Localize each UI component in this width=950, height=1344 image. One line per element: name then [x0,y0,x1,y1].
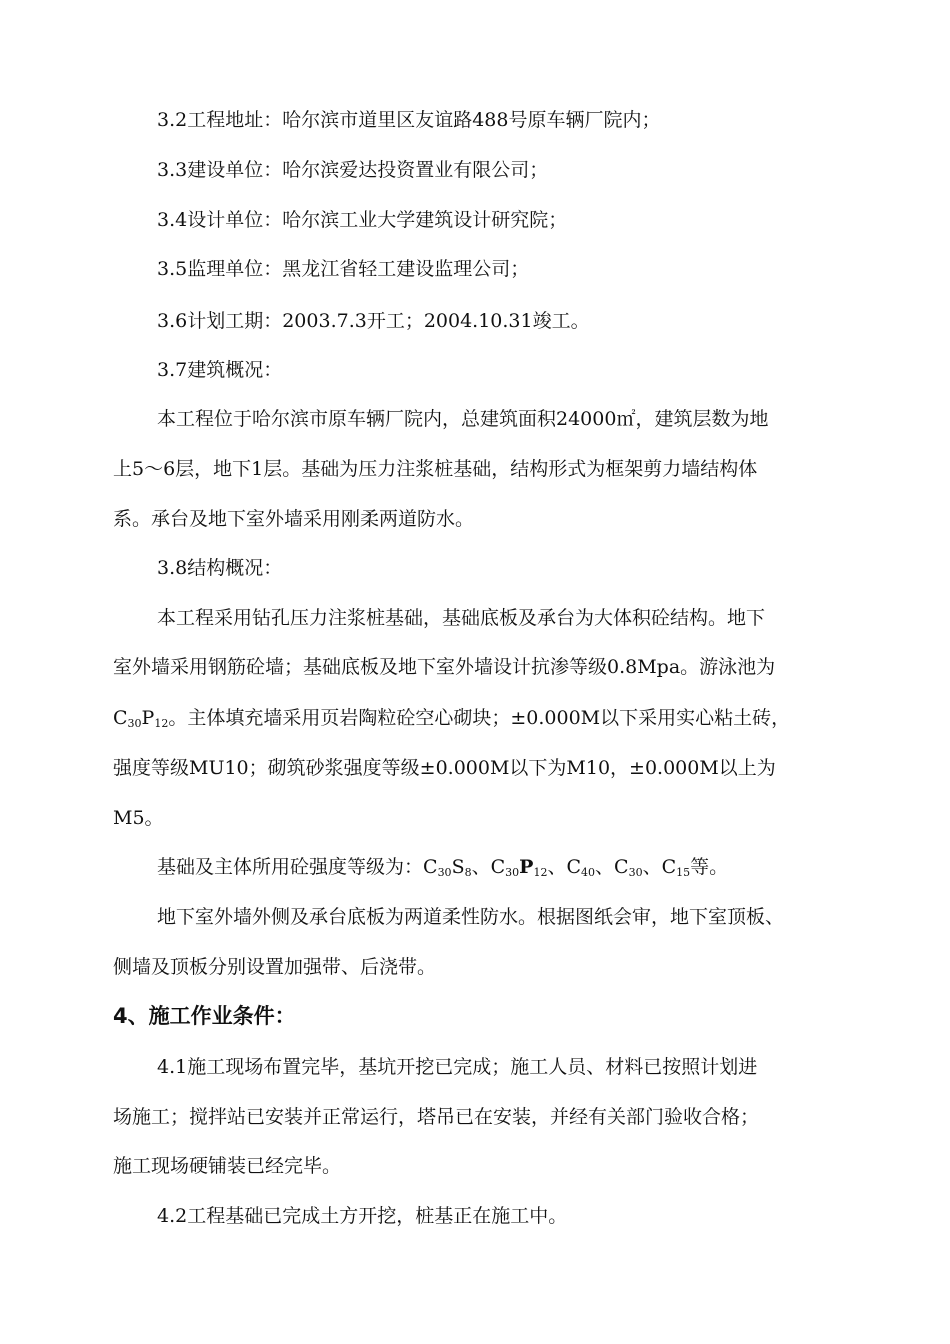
project-designer: 3.4设计单位：哈尔滨工业大学建筑设计研究院； [157,209,568,231]
structure-line-4: 强度等级MU10；砌筑砂浆强度等级±0.000M以下为M10，±0.000M以上为 [113,757,776,779]
grades-end: 等。 [690,856,729,878]
waterproof-line-1: 地下室外墙外侧及承台底板为两道柔性防水。根据图纸会审，地下室顶板、 [157,906,785,928]
grades-intro: 基础及主体所用砼强度等级为： [157,856,424,878]
building-line-2: 上5～6层，地下1层。基础为压力注浆桩基础，结构形式为框架剪力墙结构体 [113,458,758,480]
conditions-line-2: 场施工；搅拌站已安装并正常运行，塔吊已在安装，并经有关部门验收合格； [113,1106,760,1128]
project-schedule: 3.6计划工期：2003.7.3开工；2004.10.31竣工。 [157,310,590,332]
project-developer: 3.3建设单位：哈尔滨爱达投资置业有限公司； [157,159,549,181]
concrete-grades-line: 基础及主体所用砼强度等级为：$C_{30}S_8$、$C_{30}P_{12}$、$C_{40}$、$C_{30}$、$C_{15}$等。 [157,856,729,879]
concrete-grade-c-sub: 30 [127,717,142,730]
grade-1: $C_{30}S_8$ [423,856,472,879]
concrete-grade-c: C [113,707,128,729]
conditions-line-3: 施工现场硬铺装已经完毕。 [113,1155,342,1177]
structure-line-2: 室外墙采用钢筋砼墙；基础底板及地下室外墙设计抗渗等级0.8Mpa。游泳池为 [113,656,776,678]
building-line-3: 系。承台及地下室外墙采用刚柔两道防水。 [113,508,475,530]
grade-2: $C_{30}P_{12}$ [490,856,548,879]
grade-4: $C_{30}$ [614,856,643,879]
structure-heading: 3.8结构概况： [157,557,283,579]
structure-line-1: 本工程采用钻孔压力注浆桩基础，基础底板及承台为大体积砼结构。地下 [157,607,766,629]
concrete-grade-p: P [141,707,155,729]
section-4-heading: 4、施工作业条件： [113,1004,296,1028]
concrete-grade-p-sub: 12 [154,717,169,730]
project-address: 3.2工程地址：哈尔滨市道里区友谊路488号原车辆厂院内； [157,109,661,131]
conditions-line-4: 4.2工程基础已完成土方开挖，桩基正在施工中。 [157,1205,568,1227]
grade-3: $C_{40}$ [566,856,596,879]
conditions-line-1: 4.1施工现场布置完毕，基坑开挖已完成；施工人员、材料已按照计划进 [157,1056,758,1078]
waterproof-line-2: 侧墙及顶板分别设置加强带、后浇带。 [113,956,437,978]
grade-5: $C_{15}$ [661,856,691,879]
structure-line-3 [113,706,790,736]
building-line-1: 本工程位于哈尔滨市原车辆厂院内，总建筑面积24000㎡，建筑层数为地 [157,408,769,430]
structure-line-5: M5。 [113,807,164,829]
project-supervisor: 3.5监理单位：黑龙江省轻工建设监理公司； [157,258,530,280]
structure-line-3-text: 。主体填充墙采用页岩陶粒砼空心砌块；±0.000M以下采用实心粘土砖， [168,707,791,729]
building-heading: 3.7建筑概况： [157,359,283,381]
